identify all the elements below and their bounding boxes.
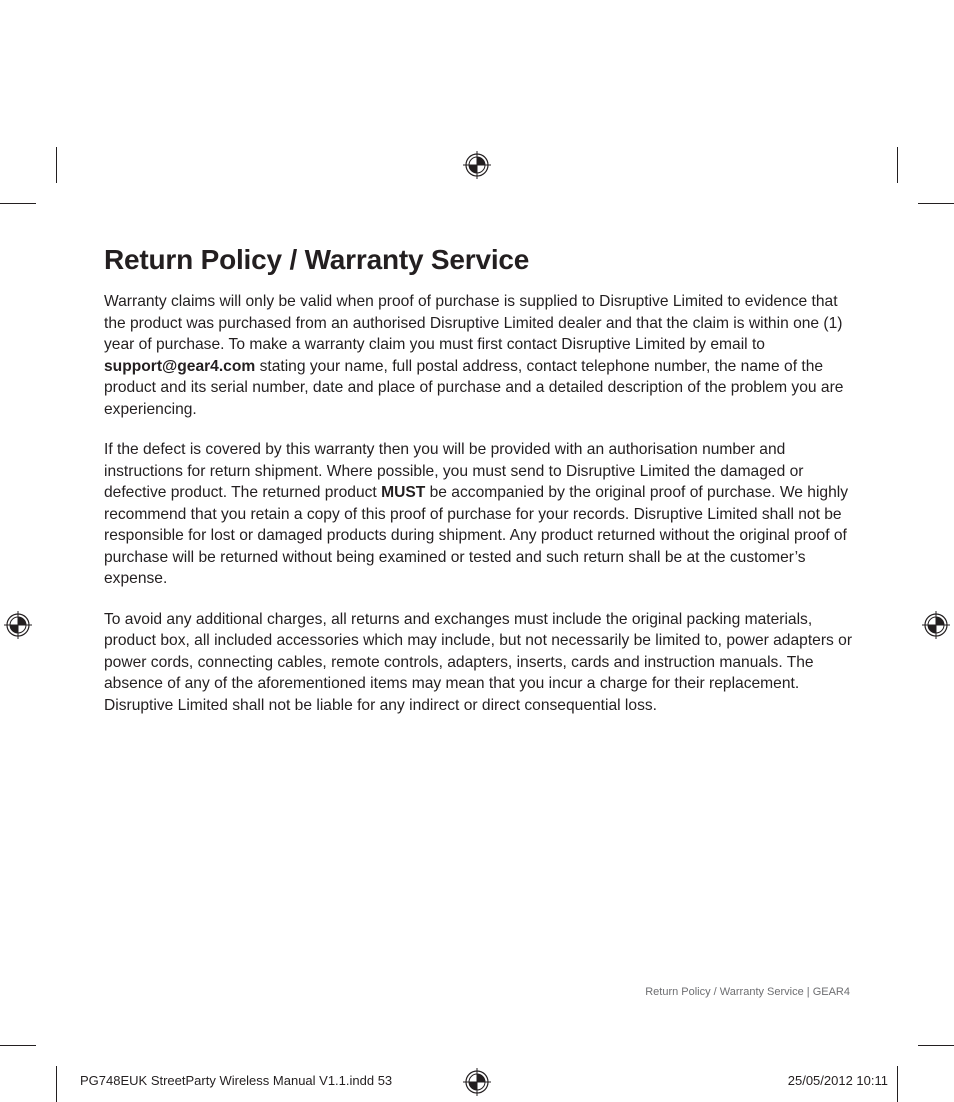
crop-mark-top-right-horizontal: [918, 203, 954, 204]
registration-mark-icon: [921, 610, 951, 640]
paragraph-warranty-claims: [104, 291, 856, 420]
paragraph-return-shipment: [104, 439, 856, 590]
crop-mark-bottom-right-horizontal: [918, 1045, 954, 1046]
emphasis-must: MUST: [381, 484, 426, 501]
slug-file-info: PG748EUK StreetParty Wireless Manual V1.1.indd 53: [80, 1073, 393, 1088]
paragraph-text: Warranty claims will only be valid when proof of purchase is supplied to Disruptive Limited to evidence that the product was purchased from an authorised Disruptive Limited dealer and that the claim is within one (1) year of purchase. To make a warranty claim you must first contact Disruptive Limited by email to: [104, 293, 843, 353]
running-footer: Return Policy / Warranty Service | GEAR4: [645, 986, 850, 998]
paragraph-text: stating your name, full postal address, contact telephone number, the name of the product and its serial number, date and place of purchase and a detailed description of the problem you are experiencing.: [104, 357, 844, 418]
paragraph-text: If the defect is covered by this warranty then you will be provided with an authorisation number and instructions for return shipment. Where possible, you must send to Disruptive Limited the damaged or defective product. The returned product: [104, 441, 804, 501]
crop-mark-top-right-vertical: [897, 147, 898, 183]
crop-mark-bottom-left-horizontal: [0, 1045, 36, 1046]
crop-mark-bottom-left-vertical: [56, 1066, 57, 1102]
registration-mark-icon: [462, 150, 492, 180]
support-email: support@gear4.com: [104, 357, 256, 375]
body-text: [104, 291, 856, 735]
page-title: Return Policy / Warranty Service: [104, 244, 530, 275]
slug-datetime: 25/05/2012 10:11: [787, 1073, 888, 1088]
paragraph-additional-charges: To avoid any additional charges, all returns and exchanges must include the original packing materials, product box, all included accessories which may include, but not necessarily be limited to, power adapters or power cords, connecting cables, remote controls, adapters, inserts, cards and instruction manuals. The absence of any of the aforementioned items may mean that you incur a charge for their replacement. Disruptive Limited shall not be liable for any indirect or direct consequential loss.: [104, 610, 853, 714]
crop-mark-bottom-right-vertical: [897, 1066, 898, 1102]
crop-mark-top-left-horizontal: [0, 203, 36, 204]
crop-mark-top-left-vertical: [56, 147, 57, 183]
registration-mark-icon: [3, 610, 33, 640]
registration-mark-icon: [462, 1067, 492, 1097]
paragraph-text: be accompanied by the original proof of purchase. We highly recommend that you retain a copy of this proof of purchase for your records. Disruptive Limited shall not be responsible for lost or damaged products during shipment. Any product returned without the original proof of purchase will be returned without being examined or tested and such return shall be at the customer’s expense.: [104, 484, 849, 587]
